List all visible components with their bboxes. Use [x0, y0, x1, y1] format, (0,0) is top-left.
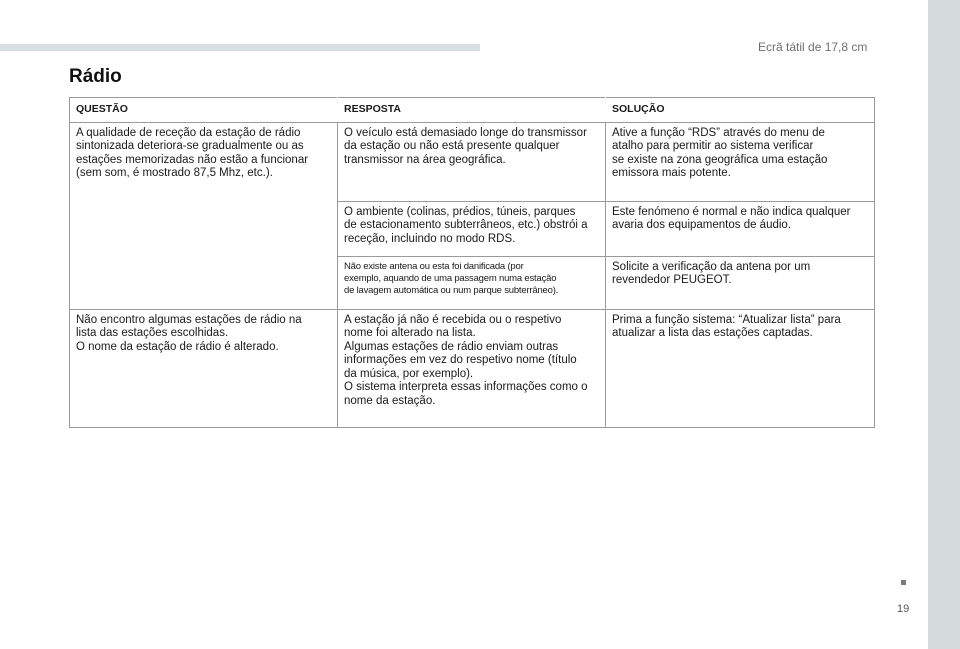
- solution-cell: Solicite a verificação da antena por um revendedor PEUGEOT.: [606, 256, 875, 309]
- column-header-answer: RESPOSTA: [338, 98, 606, 123]
- answer-cell: O veículo está demasiado longe do transmissor da estação ou não está presente qualquer transmissor na área geográfica.: [338, 122, 606, 201]
- troubleshooting-table: [69, 97, 875, 428]
- page-marker: [901, 580, 906, 585]
- question-cell: Não encontro algumas estações de rádio na lista das estações escolhidas. O nome da estação de rádio é alterado.: [70, 309, 338, 427]
- answer-cell: Não existe antena ou esta foi danificada (por exemplo, aquando de uma passagem numa estação de lavagem automática ou num parque subterrâneo).: [338, 256, 606, 309]
- answer-cell: A estação já não é recebida ou o respetivo nome foi alterado na lista. Algumas estações de rádio enviam outras informações em vez do respetivo nome (título da música, por exemplo). O sistema interpreta essas informações como o nome da estação.: [338, 309, 606, 427]
- page-number: 19: [897, 603, 910, 615]
- table-row: [70, 309, 875, 427]
- column-header-question: QUESTÃO: [70, 98, 338, 123]
- page-title: Rádio: [69, 66, 122, 87]
- question-cell: A qualidade de receção da estação de rádio sintonizada deteriora-se gradualmente ou as estações memorizadas não estão a funcionar (sem som, é mostrado 87,5 Mhz, etc.).: [70, 122, 338, 309]
- solution-cell: Ative a função “RDS” através do menu de atalho para permitir ao sistema verificar se existe na zona geográfica uma estação emissora mais potente.: [606, 122, 875, 201]
- column-header-solution: SOLUÇÃO: [606, 98, 875, 123]
- side-band: [928, 0, 960, 649]
- section-header: Ecrã tátil de 17,8 cm: [758, 40, 868, 54]
- answer-cell: O ambiente (colinas, prédios, túneis, parques de estacionamento subterrâneos, etc.) obstrói a receção, incluindo no modo RDS.: [338, 201, 606, 256]
- table-row: [70, 122, 875, 201]
- table-header-row: [70, 98, 875, 123]
- solution-cell: Prima a função sistema: “Atualizar lista” para atualizar a lista das estações captadas.: [606, 309, 875, 427]
- header-rule: [0, 44, 480, 51]
- solution-cell: Este fenómeno é normal e não indica qualquer avaria dos equipamentos de áudio.: [606, 201, 875, 256]
